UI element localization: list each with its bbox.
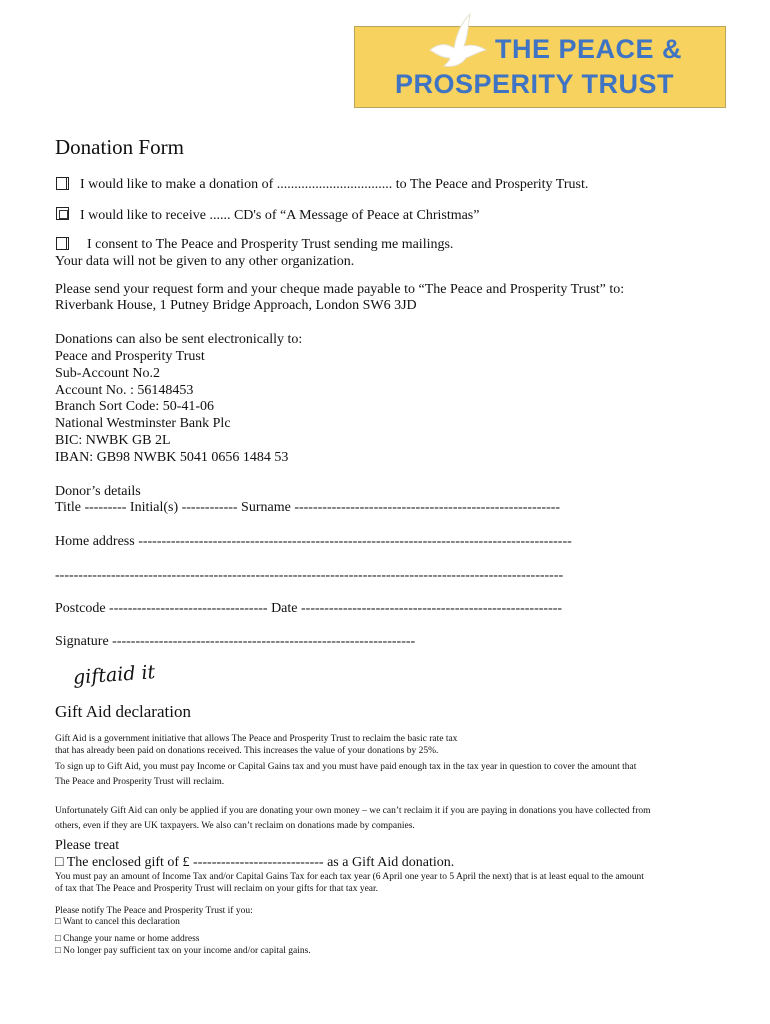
privacy-note: Your data will not be given to any other organization. <box>55 254 355 269</box>
donation-checkbox[interactable] <box>56 177 69 190</box>
giftaid-paragraph: To sign up to Gift Aid, you must pay Income or Capital Gains tax and you must have paid enough tax in the tax year in question to cover the amount that <box>55 762 637 772</box>
cds-option-text: I would like to receive ...... CD's of “A Message of Peace at Christmas” <box>80 208 480 223</box>
form-title: Donation Form <box>55 135 184 159</box>
giftaid-paragraph: Gift Aid is a government initiative that allows The Peace and Prosperity Trust to reclaim the basic rate tax <box>55 734 458 744</box>
dove-icon <box>426 12 488 74</box>
please-treat-label: Please treat <box>55 838 120 853</box>
postal-address: Riverbank House, 1 Putney Bridge Approach, London SW6 3JD <box>55 298 417 313</box>
tax-note: You must pay an amount of Income Tax and/or Capital Gains Tax for each tax year (6 April one year to 5 April the next) that is at least equal to the amount <box>55 872 644 882</box>
giftaid-paragraph: Unfortunately Gift Aid can only be applied if you are donating your own money – we can’t reclaim it if you are paying in donations you have collected from <box>55 806 651 816</box>
donor-heading: Donor’s details <box>55 484 141 499</box>
notify-heading: Please notify The Peace and Prosperity Trust if you: <box>55 906 253 916</box>
bank-intro: Donations can also be sent electronically to: <box>55 332 303 347</box>
giftaid-heading: Gift Aid declaration <box>55 702 191 721</box>
bank-line: National Westminster Bank Plc <box>55 416 231 431</box>
giftaid-logo: giftaid it <box>72 661 156 689</box>
bank-line: IBAN: GB98 NWBK 5041 0656 1484 53 <box>55 450 289 465</box>
trust-logo <box>354 26 726 108</box>
signature-line[interactable]: Signature ----------------------------------------------------------------- <box>55 634 416 649</box>
address-line-2[interactable]: ------------------------------------------------------------------------------------------------------------- <box>55 568 564 583</box>
home-address-line[interactable]: Home address --------------------------------------------------------------------------------------------- <box>55 534 572 549</box>
notify-item-change[interactable]: □ Change your name or home address <box>55 934 200 944</box>
bank-line: Branch Sort Code: 50-41-06 <box>55 399 215 414</box>
mailings-option-text: I consent to The Peace and Prosperity Trust sending me mailings. <box>87 237 454 252</box>
bank-line: BIC: NWBK GB 2L <box>55 433 171 448</box>
bank-line: Peace and Prosperity Trust <box>55 349 205 364</box>
request-instructions: Please send your request form and your cheque made payable to “The Peace and Prosperity Trust” to: <box>55 282 625 297</box>
bank-line: Sub-Account No.2 <box>55 366 160 381</box>
name-field-line[interactable]: Title --------- Initial(s) ------------ Surname --------------------------------------------------------- <box>55 500 561 515</box>
giftaid-paragraph: others, even if they are UK taxpayers. We also can’t reclaim on donations made by companies. <box>55 821 415 831</box>
donation-option-text: I would like to make a donation of ................................. to The Peace and Prosperity Trust. <box>80 177 589 192</box>
notify-item-no-tax[interactable]: □ No longer pay sufficient tax on your income and/or capital gains. <box>55 946 311 956</box>
notify-item-cancel[interactable]: □ Want to cancel this declaration <box>55 917 180 927</box>
logo-line-2: PROSPERITY TRUST <box>395 69 675 99</box>
giftaid-paragraph: that has already been paid on donations received. This increases the value of your donations by 25%. <box>55 746 439 756</box>
mailings-checkbox[interactable] <box>56 237 69 250</box>
giftaid-paragraph: The Peace and Prosperity Trust will reclaim. <box>55 777 225 787</box>
logo-line-1: THE PEACE & <box>495 34 683 64</box>
cds-checkbox[interactable] <box>56 207 69 220</box>
postcode-date-line[interactable]: Postcode ---------------------------------- Date -------------------------------------------------------- <box>55 601 563 616</box>
bank-line: Account No. : 56148453 <box>55 383 194 398</box>
tax-note: of tax that The Peace and Prosperity Trust will reclaim on your gifts for that tax year. <box>55 884 379 894</box>
gift-amount-line[interactable]: □ The enclosed gift of £ ---------------------------- as a Gift Aid donation. <box>55 855 455 870</box>
